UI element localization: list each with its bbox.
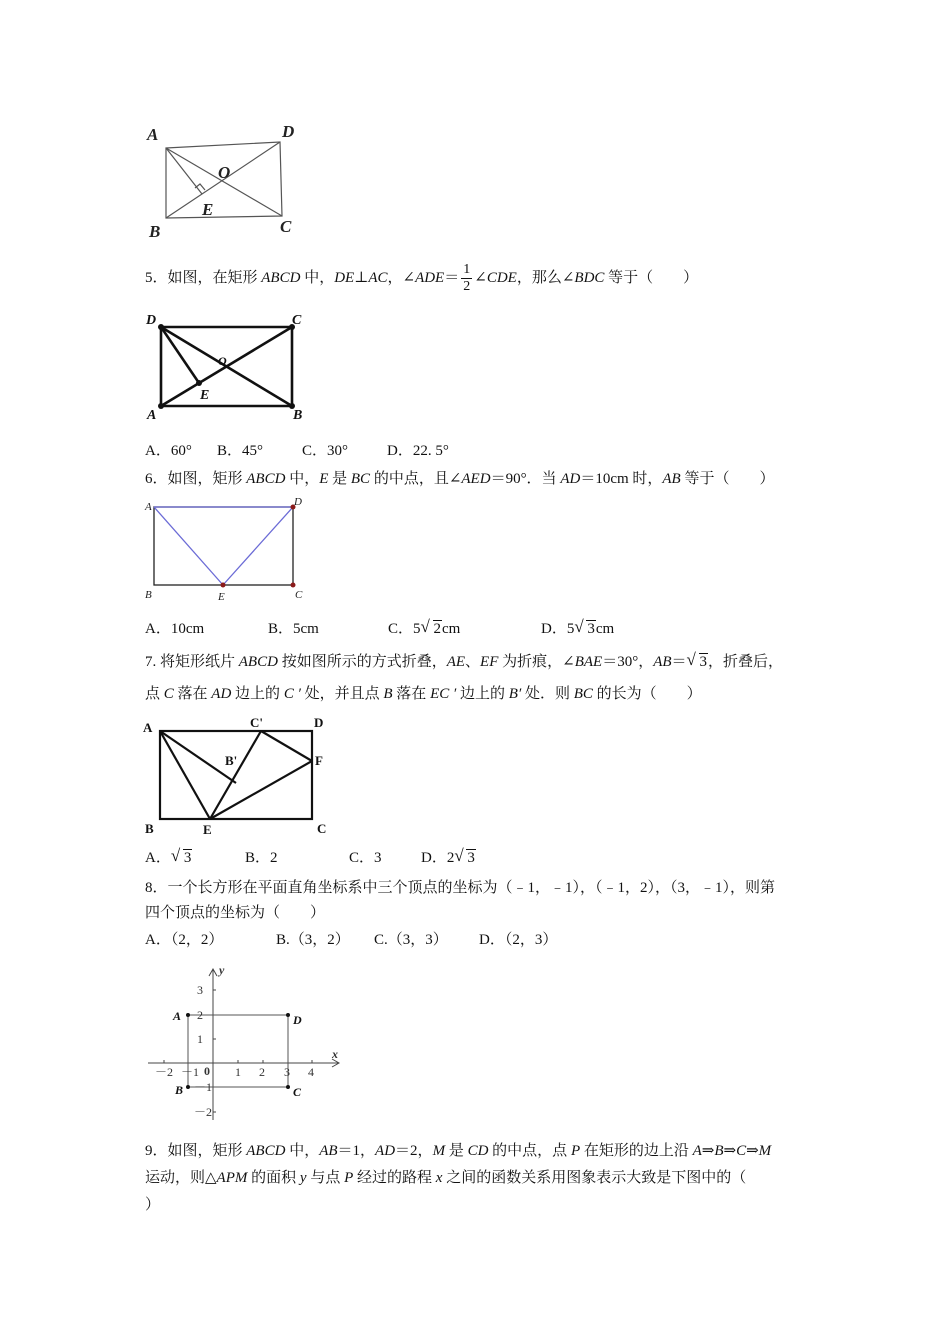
axis-y-label: y	[219, 963, 225, 977]
x-tick-label: －1	[181, 1065, 200, 1079]
label-C: C	[317, 821, 327, 836]
point-C-label: C	[293, 1085, 302, 1099]
q6-option-a[interactable]: A．10cm	[145, 621, 205, 637]
q7-option-c[interactable]: C．3	[349, 850, 382, 866]
label-C: C	[280, 217, 292, 236]
question-5-text: 5．如图，在矩形 ABCD 中，DE⊥AC，∠ADE＝ $\frac{1}{2}$ ∠CDE，那么∠BDC 等于（ ）	[145, 262, 699, 294]
q5-option-d[interactable]: D．22. 5°	[387, 443, 449, 459]
q5-option-a[interactable]: A．60°	[145, 443, 192, 459]
question-9-text-line-1: 9．如图，矩形 ABCD 中，AB＝1，AD＝2，M 是 CD 的中点，点 P 在矩形的边上沿 A⇒B⇒C⇒M	[145, 1143, 772, 1159]
x-tick-label: 4	[308, 1065, 314, 1079]
label-O: O	[218, 163, 231, 182]
label-A: A	[147, 408, 157, 423]
q6-option-b[interactable]: B．5cm	[268, 621, 319, 637]
point-A-label: A	[173, 1009, 182, 1023]
origin-label: 0	[204, 1064, 210, 1078]
label-D: D	[294, 496, 302, 508]
x-tick-label: 2	[259, 1065, 265, 1079]
y-tick-label: －2	[194, 1105, 213, 1119]
label-A: A	[143, 720, 153, 735]
q7-option-b[interactable]: B．2	[245, 850, 278, 866]
question-9-text-line-3: ）	[145, 1197, 161, 1213]
label-E: E	[202, 200, 214, 219]
q8-option-c[interactable]: C.（3，3）	[374, 932, 448, 948]
point-B-label: B	[175, 1083, 184, 1097]
x-tick-label: －2	[155, 1065, 174, 1079]
x-tick-label: 3	[284, 1065, 290, 1079]
label-F: F	[315, 753, 323, 768]
axis-x-label: x	[332, 1047, 338, 1061]
q8-option-d[interactable]: D．（2，3）	[479, 932, 558, 948]
y-tick-label: 1	[197, 1032, 203, 1046]
label-A: A	[147, 125, 159, 144]
y-tick-label: －1	[194, 1080, 213, 1094]
label-D: D	[282, 122, 295, 141]
question-8-text-line-2: 四个顶点的坐标为（ ）	[145, 905, 326, 921]
x-tick-label: 1	[235, 1065, 241, 1079]
q8-option-b[interactable]: B.（3，2）	[276, 932, 350, 948]
figure-q4-rectangle	[140, 118, 310, 243]
question-7-text-line-1: 7. 将矩形纸片 ABCD 按如图所示的方式折叠，AE、EF 为折痕，∠BAE＝30°，AB＝√ 3，折叠后，	[145, 652, 783, 672]
label-B: B	[149, 222, 161, 241]
figure-q7-folded-rectangle	[140, 712, 340, 842]
y-tick-label: 2	[197, 1008, 203, 1022]
label-O: O	[218, 354, 227, 368]
point-D-label: D	[293, 1013, 302, 1027]
q6-option-d[interactable]: D．5√ 3cm	[541, 619, 614, 639]
q8-option-a[interactable]: A．（2，2）	[145, 932, 224, 948]
label-D: D	[146, 313, 157, 328]
figure-q5-rectangle	[140, 308, 320, 426]
label-E: E	[203, 822, 212, 837]
label-E: E	[200, 388, 210, 403]
label-C-prime: C'	[250, 715, 263, 730]
y-tick-label: 3	[197, 983, 203, 997]
question-7-text-line-2: 点 C 落在 AD 边上的 C ′ 处，并且点 B 落在 EC ′ 边上的 B′ 处．则 BC 的长为（ ）	[145, 686, 702, 702]
q5-option-c[interactable]: C．30°	[302, 443, 349, 459]
q7-option-a[interactable]: A．√ 3	[145, 848, 192, 868]
figure-q6-rectangle	[140, 495, 320, 605]
fraction-one-half: $\frac{1}{2}$	[463, 262, 471, 294]
label-C: C	[295, 589, 303, 601]
q6-option-c[interactable]: C．5√ 2cm	[388, 619, 460, 639]
label-B: B	[145, 821, 154, 836]
label-B: B	[293, 408, 303, 423]
label-C: C	[292, 313, 302, 328]
figure-q8-coordinate-plane	[140, 962, 350, 1130]
question-9-text-line-2: 运动，则△APM 的面积 y 与点 P 经过的路程 x 之间的函数关系用图象表示大致是下图中的（	[145, 1170, 747, 1186]
label-B-prime: B'	[225, 753, 238, 768]
question-6-text: 6．如图，矩形 ABCD 中，E 是 BC 的中点，且∠AED＝90°．当 AD＝10cm 时，AB 等于（ ）	[145, 471, 775, 487]
q5-option-b[interactable]: B．45°	[217, 443, 264, 459]
q7-option-d[interactable]: D．2√ 3	[421, 848, 476, 868]
label-A: A	[145, 501, 152, 513]
question-8-text-line-1: 8．一个长方形在平面直角坐标系中三个顶点的坐标为（﹣1，﹣1），（﹣1，2），（3，﹣1），则第	[145, 880, 776, 896]
label-E: E	[218, 591, 225, 603]
label-D: D	[314, 715, 324, 730]
label-B: B	[145, 589, 152, 601]
